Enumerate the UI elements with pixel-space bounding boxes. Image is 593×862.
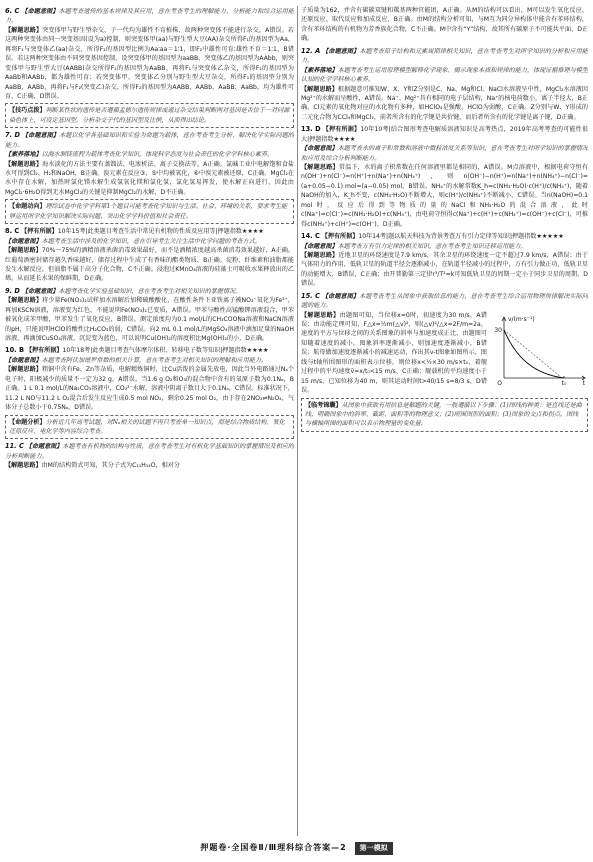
right-column	[301, 6, 588, 836]
section-label: 【命题意图】	[25, 443, 63, 451]
answer-paragraph	[5, 461, 294, 470]
answer-item	[5, 441, 294, 470]
answer-paragraph	[5, 441, 294, 461]
answer-paragraph	[5, 226, 294, 236]
section-label: 【解题思路】	[301, 251, 339, 259]
answer-paragraph	[5, 130, 294, 150]
section-text: 近地卫星的环绕速度是7.9 km/s，其余卫星的环绕速度一定不超过7.9 km/s，A错误；由于气体阻力的作用，低轨卫星的轨道半径会逐渐减小，在轨道半径减小的过程中，万有引力做正功，低轨卫星的动能增大，B错误，C正确；由开普勒第三定律r³/T²=k可知低轨卫星的周期一定小于同步卫星的周期，D错误。	[301, 251, 588, 288]
section-text: 本题考查有机物的结构与性质，意在考查考生对有机化学基础知识的掌握情况及相应的分析判断能力。	[5, 443, 294, 460]
tip-box-label: 【命题动向】	[9, 203, 46, 211]
answer-number: 15. C	[301, 291, 320, 300]
answer-paragraph	[5, 356, 294, 365]
answer-paragraph	[301, 46, 588, 66]
section-text: 本题考查考生运用原理模型解释化学现象、揭示现象本质和规律的能力，体现证据推理与模型认知的化学学科核心素养。	[301, 66, 588, 84]
section-text: 本题以化学各基础知识和实验为命题为载体，意在考查考生分析、解决化学实际问题的能力。	[5, 132, 294, 149]
answer-paragraph	[301, 124, 588, 144]
answer-paragraph	[301, 85, 588, 123]
section-text: 本题考查考生从图象中获取信息的能力，意在考查考生综合运用物理规律解决实际问题的能力。	[301, 292, 588, 310]
section-text: 本题考查遗传的基本规律及其应用，意在考查考生的理解能力、分析能力和综合运用能力。	[5, 8, 294, 25]
tip-box-text: 理综试卷中化学学科第1个题目可能考查化学知识与生活、社会、环境的关系，要求考生能够运用所学化学知识解决实际问题，突出化学学科价值和社会责任。	[9, 203, 288, 220]
section-label: 【解题思路】	[5, 462, 42, 470]
answer-item	[301, 291, 588, 432]
section-text: 由M的结构简式可知，其分子式为C₁₁H₁₄O，相对分	[41, 462, 180, 470]
tip-box	[5, 199, 294, 224]
answer-number: 14. C	[301, 232, 320, 241]
section-text: 10年14考|题以航天科技为背景考查万有引力定律等知识|押题指数★★★★★	[358, 233, 564, 241]
section-label: 【解题思路】	[5, 160, 43, 168]
answer-paragraph	[5, 246, 294, 284]
section-label: 【命题意图】	[21, 132, 60, 140]
answer-number: 11. C	[5, 442, 24, 451]
tip-box-text: 分析近几年高考试题，对Nₐ相关的试题不再只考查单一知识点，而是结合物质结构、氧化还原反应、电化学等内容综合考查。	[9, 418, 285, 435]
section-text: 子质量为162，并含有碳碳双键和羰基两种官能团，A正确。从M的结构可以看出，M可以发生氧化反应、还原反应、取代反应和加成反应，B正确。由M的结构分析可知，与M互为同分异构体中能含有苯环结构，含有苯环结构的有机物为芳香族化合物，C不正确。M中含有“Y”结构，故其所有碳原子不可能共平面，D正确。	[301, 7, 588, 43]
answer-paragraph	[301, 163, 588, 229]
section-text: 10年15考|此类题目考查生活中常见有机物的性质及应用等|押题指数★★★★	[57, 228, 264, 236]
section-label: 【押有所据】	[322, 126, 361, 134]
answer-paragraph	[301, 251, 588, 289]
section-label: 【押有所据】	[321, 233, 359, 241]
answer-paragraph	[5, 365, 294, 412]
answer-item	[301, 231, 588, 289]
answer-number: 7. D	[5, 131, 20, 140]
answer-number: 10. B	[5, 346, 25, 355]
section-text: 10年18考|此类题目考查气体摩尔体积、转移电子数等知识|押题指数★★★★	[62, 347, 269, 355]
answer-paragraph	[5, 26, 294, 102]
answer-item	[5, 286, 294, 344]
answer-paragraph	[301, 311, 588, 396]
answer-item	[301, 6, 588, 44]
section-label: 【命题意图】	[301, 145, 338, 153]
section-label: 【解题思路】	[5, 366, 42, 374]
section-label: 【押有所据】	[21, 228, 58, 236]
answer-paragraph	[5, 160, 294, 198]
section-label: 【解题思路】	[5, 297, 43, 305]
section-text: 粗铜中含有Fe、Zn等杂质，电解精炼铜时，比Cu活泼的金属先放电，因此当外电路通过Nₐ个电子时，阳极减少的质量不一定为32 g，A错误。当1.6 g O₂和O₃的混合物中含有的氧原子数为0.1Nₐ，B正确。1 L 0.1 mol/L的Na₂CO₃溶液中，CO₃²⁻水解，溶液中阴离子数目大于0.1Nₐ，C错误。标准状况下，11.2 L NO与11.2 L O₂混合后发生反应生成0.5 mol NO₂，剩余0.25 mol O₂，由于存在2NO₂⇌N₂O₄，气体分子总数小于0.75Nₐ，D错误。	[5, 366, 294, 412]
footer-page-tag: 第一模拟	[355, 842, 393, 855]
section-label: 【素养落地】	[5, 151, 42, 159]
x-axis-label: t	[582, 379, 585, 386]
section-text: 本题考查水的离子积常数和溶液中微粒浓度关系等知识，意在考查考生对所学知识的掌握情况和应用及综合分析判断能力。	[301, 145, 588, 162]
answer-number: 6. C	[5, 7, 20, 15]
section-text: 本题考查阿伏加德罗常数的相关计算，意在考查考生对相关知识的理解和应用能力。	[41, 356, 268, 364]
section-label: 【解题思路】	[301, 311, 340, 319]
answer-paragraph	[301, 66, 588, 85]
section-text: 10年10考|结合图形考查电解质溶液知识是高考热点，2019年高考考查的可能性很大|押题指数★★★★	[301, 126, 588, 143]
section-label: 【解题思路】	[301, 164, 339, 171]
section-text: 以海水制镁流程为载体考查化学知识，体现科学态度与社会责任的化学学科核心素养。	[41, 151, 274, 159]
tip-box-label: 【技巧点拨】	[9, 107, 46, 115]
answer-number: 13. D	[301, 125, 321, 134]
section-text: 海水淡化的方法主要有蒸馏法、电渗析法、离子交换法等，A正确。氯碱工业中电解饱和食盐水可得到Cl₂、H₂和NaOH，B正确。溴元素在反应③、⑤中均被氧化，⑥中溴元素被还原，C正确。MgCl₂在水中存在水解，加热时氯化镁水解生成氢氧化镁和氯化氢，氯化氢易挥发，使水解正向进行，因此由MgCl₂·6H₂O得到无水MgCl₂的关键是抑制MgCl₂的水解，D不正确。	[5, 160, 294, 196]
answer-paragraph	[301, 291, 588, 311]
answer-paragraph	[5, 6, 294, 26]
section-text: 根据题意可推知W、X、Y和Z分别是C、Na、Mg和Cl。NaCl水溶液呈中性，MgCl₂水溶液因Mg²⁺的水解而呈酸性，A错误。Na⁺、Mg²⁺具有相同的电子层结构，Na⁺的核电荷数小，离子半径大，B正确。Cl元素的氧化物对应的水化物有多种，如HClO₄是强酸，HClO为弱酸，C正确。Z分别与W、Y形成的二元化合物为CCl₄和MgCl₂，前者所含有的化学键是共价键，而后者所含有的化学键是离子键，D正确。	[301, 85, 588, 121]
section-label: 【命题意图】	[322, 47, 360, 55]
answer-paragraph	[5, 296, 294, 343]
section-label: 【命题意图】	[21, 287, 59, 295]
tip-box	[301, 398, 588, 432]
section-text: 本题考查万有引力定律的相关知识，意在考查考生知识迁移运用能力。	[337, 242, 527, 250]
section-text: 本题考查生活中涉及的化学知识，意在引导考生关注生活中化学问题的考查方式。	[41, 237, 261, 245]
tip-box-label: 【临考锦囊】	[305, 401, 342, 409]
page-footer	[0, 842, 593, 858]
answer-number: 8. C	[5, 227, 20, 236]
vt-graph	[490, 312, 588, 386]
section-text: 突变体甲与野生型杂交，子一代均为雄性不育植株，故两种突变体不能进行杂交，A错误。若这两种突变体由同一突变基因(设为a)控制，则突变体甲(aa)与野生型大豆(AA)杂交所得F₁的基因型为Aa，再将F₁与突变体乙(aa)杂交，所得F₂的基因型比例为Aa∶aa＝1∶1，即F₂中雄性可育∶雄性不育＝1∶1，B错误。若这两种突变体由不同突变基因控制，设突变体甲的基因型为aaBB，突变体乙的基因型为AAbb，则突变体甲与野生型大豆(AABB)杂交所得F₁的基因型为AaBB，再将F₁与突变体乙杂交，所得F₂的基因型为AaBb和AABb，都为雄性可育；若突变体甲、突变体乙分别与野生型大豆杂交，所得F₁的基因型分别为AaBB、AABb，再将F₁与F₂(突变乙)杂交，所得F₂的基因型为AABB、AABb、AaBB、AaBb，均为雄性可育，C正确，D错误。	[5, 26, 294, 100]
origin-label: O	[497, 379, 502, 386]
tip-box	[5, 103, 294, 128]
section-label: 【命题意图】	[21, 8, 59, 15]
section-label: 【解题思路】	[5, 26, 43, 34]
section-label: 【命题意图】	[301, 242, 338, 250]
y-value-label: 30	[494, 326, 502, 334]
section-label: 【命题意图】	[5, 237, 42, 245]
answer-item	[301, 124, 588, 229]
footer-brand: 押题卷·全国卷Ⅱ/Ⅲ理科综合答案—2	[200, 843, 347, 853]
tip-box-text: 从图象中获取有用信息是解题的关键，一般遵循以下步骤：(1)图线的种类：是直线还是曲线，明确图象中的斜率、截距、面积等的物理意义；(2)所围图形的面积；(3)图象的交点和拐点。图线与横轴所围的面积可以表示物理量的变化量。	[305, 401, 582, 428]
column-divider	[297, 6, 298, 836]
answer-paragraph	[301, 231, 588, 241]
section-text: 由题图可知，当位移x=0时，初速度为30 m/s，A错误；由动能定理可知，F△x=½m(△v)²，则(△v)²/△x=2F/m=2a，速度的平方与位移之间的关系图象的斜率与加速度成正比，由题图可知随着速度的减小，图象斜率逐渐减小，则加速度逐渐减小，B错误；航母做加速度逐渐减小的减速运动，作出其v-t图象如图所示，图线与t轴所围图形的面积表示位移，则位移x<½×30 m/s×t₀，着舰过程中的平均速度v̄=x/t₀<15 m/s，C正确；舰载机的平均速度小于15 m/s，已知位移为40 m，则其运动时间t>40/15 s=8/3 s，D错误。	[301, 311, 487, 395]
answer-paragraph	[301, 144, 588, 163]
x-tick-label: t₀	[561, 379, 567, 386]
y-axis-label: v/(m·s⁻¹)	[508, 315, 535, 323]
answer-paragraph	[301, 242, 588, 251]
answer-paragraph	[5, 345, 294, 355]
answer-paragraph	[301, 6, 588, 44]
answer-number: 12. A	[301, 46, 321, 55]
section-text: 70%～75%的酒精溶液杀菌消毒效果最好，而不是酒精浓度越高杀菌消毒效果越好，A正确。红葡萄酒密封储存越久香味越好，储存过程中生成了有香味的酯类物质，B正确。淀粉、纤维素和油脂都能发生水解反应，但油脂不属于高分子化合物，C不正确。浸泡过KMnO₄溶液的硅藻土可吸收水果释放出的乙烯，从而延长水果的保鲜期，D正确。	[5, 247, 294, 283]
answer-item	[5, 345, 294, 439]
tip-box-text: 判断某性状的遗传是否遵循孟德尔遗传规律或通过杂交结果判断两对基因是否位于一对同源染色体上，可设定基因型，分析杂交子代的基因型及比例，从而得出结论。	[9, 107, 290, 124]
answer-paragraph	[5, 150, 294, 159]
section-text: 常温下，水的离子积常数在任何溶液里都是相同的，A错误。M点溶液中，根据电荷守恒有n(OH⁻)+n(Cl⁻)=n(H⁺)+n(Na⁺)+n(NH₄⁺)，则n(OH⁻)−n(H⁺)=n(Na⁺)+n(NH₄⁺)−n(Cl⁻)=(a+0.05−0.1) mol=(a−0.05) mol，B错误。NH₄⁺的水解常数K_h=c(NH₃·H₂O)·c(H⁺)/c(NH₄⁺)，随着NaOH的加入，K_h不变，c(NH₃·H₂O)不断增大，则c(H⁺)/c(NH₄⁺)不断减小，C错误。当n(NaOH)=0.1 mol时，反应后得到等物质的量的NaCl和NH₃·H₂O的混合溶液，此时c(Na⁺)=c(Cl⁻)=c(NH₃·H₂O)+c(NH₄⁺)，由电荷守恒得c(Na⁺)+c(H⁺)+c(NH₄⁺)=c(OH⁻)+c(Cl⁻)，可推得c(NH₄⁺)+c(H⁺)=c(OH⁻)，D正确。	[301, 164, 588, 228]
section-label: 【解题思路】	[5, 247, 42, 255]
section-label: 【素养落地】	[301, 66, 338, 74]
section-text: 将少量Fe(NO₃)₂试样加水溶解后加稀硫酸酸化，在酸性条件下亚铁离子被NO₃⁻氧化为Fe³⁺，再加KSCN溶液，溶液变为红色，不能说明Fe(NO₃)₂已变质，A错误。甲苯与酸性高锰酸钾溶液混合，甲苯被氧化成苯甲酸，甲苯发生了氧化反应，B错误。测定浓度均为0.1 mol/L的CH₃COONa溶液和NaCN溶液的pH，只能说明HClO的酸性比H₂CO₃的弱，C错误。向2 mL 0.1 mol/L的MgSO₄溶液中滴加足量的NaOH溶液，再滴加CuSO₄溶液，沉淀变为蓝色，可以说明Cu(OH)₂的溶度积比Mg(OH)₂的小，D正确。	[5, 297, 294, 342]
section-label: 【押有所据】	[25, 347, 63, 355]
answer-item	[5, 226, 294, 284]
section-label: 【命题意图】	[5, 356, 42, 364]
answer-item	[301, 46, 588, 123]
reference-line	[504, 330, 562, 378]
answer-item	[5, 6, 294, 128]
answer-number: 9. D	[5, 286, 20, 295]
section-label: 【命题意图】	[321, 292, 360, 300]
tip-box	[5, 415, 294, 440]
section-label: 【解题思路】	[301, 85, 338, 93]
tip-box-label: 【命题分析】	[9, 418, 46, 426]
answer-paragraph	[5, 286, 294, 296]
answer-item	[5, 130, 294, 224]
answer-paragraph	[5, 237, 294, 246]
left-column	[5, 6, 294, 836]
section-text: 本题考查化学实验基础知识，意在考查考生对相关知识的掌握情况。	[58, 287, 242, 295]
section-text: 本题考查原子结构和元素周期律相关知识，意在考查考生对所学知识的分析和应用能力。	[301, 47, 588, 65]
